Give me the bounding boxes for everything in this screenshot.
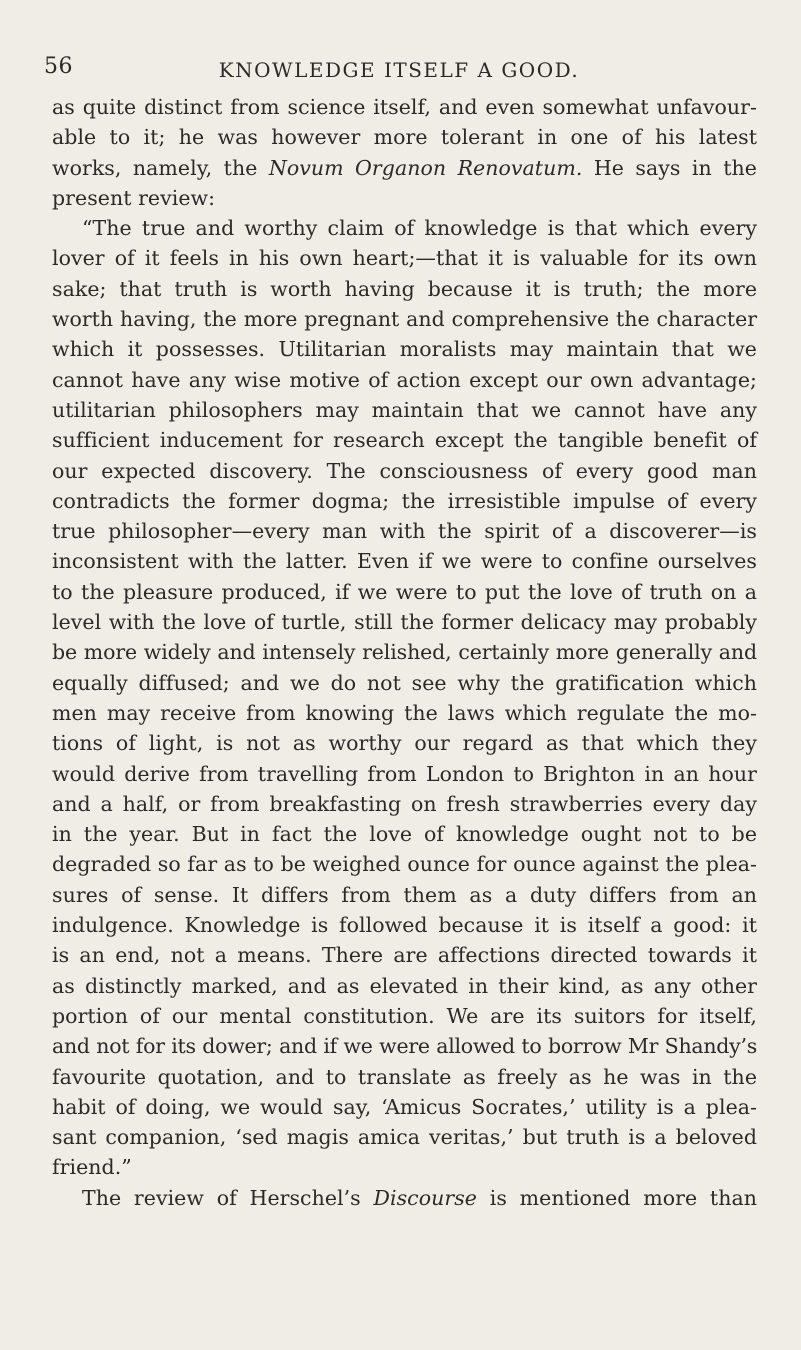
text-line: be more widely and intensely relished, certainly more generally and bbox=[52, 640, 757, 665]
text-run: works, namely, the bbox=[52, 155, 269, 180]
text-line: and not for its dower; and if we were allowed to borrow Mr Shandy’s bbox=[52, 1034, 757, 1059]
text-line: which it possesses. Utilitarian moralists may maintain that we bbox=[52, 337, 757, 362]
running-title: KNOWLEDGE ITSELF A GOOD. bbox=[218, 58, 580, 82]
text-line: degraded so far as to be weighed ounce for ounce against the plea- bbox=[52, 852, 757, 877]
text-line: cannot have any wise motive of action except our own advantage; bbox=[52, 367, 757, 392]
text-line: lover of it feels in his own heart;—that it is valuable for its own bbox=[52, 246, 757, 271]
text-line: friend.” bbox=[52, 1155, 132, 1180]
text-line: as quite distinct from science itself, and even somewhat unfavour- bbox=[52, 95, 757, 119]
text-line: in the year. But in fact the love of knowledge ought not to be bbox=[52, 822, 757, 847]
text-line: favourite quotation, and to translate as freely as he was in the bbox=[52, 1064, 757, 1089]
text-line bbox=[52, 1183, 757, 1213]
text-line: contradicts the former dogma; the irresistible impulse of every bbox=[52, 488, 757, 513]
text-line: utilitarian philosophers may maintain that we cannot have any bbox=[52, 397, 757, 422]
book-title-italic: Discourse bbox=[373, 1185, 477, 1210]
text-line: able to it; he was however more tolerant in one of his latest bbox=[52, 125, 757, 150]
text-line: habit of doing, we would say, ‘Amicus Socrates,’ utility is a plea- bbox=[52, 1094, 757, 1119]
text-line: tions of light, is not as worthy our regard as that which they bbox=[52, 731, 757, 756]
text-line: to the pleasure produced, if we were to put the love of truth on a bbox=[52, 579, 757, 604]
text-line: true philosopher—every man with the spirit of a discoverer—is bbox=[52, 519, 757, 544]
text-line: sufficient inducement for research except the tangible benefit of bbox=[52, 428, 757, 453]
text-line: as distinctly marked, and as elevated in their kind, as any other bbox=[52, 973, 757, 998]
text-line: men may receive from knowing the laws which regulate the mo- bbox=[52, 700, 757, 725]
book-title-italic: Novum Organon Renovatum. bbox=[268, 155, 583, 180]
running-head bbox=[44, 54, 754, 84]
body-text bbox=[52, 92, 757, 1213]
text-line bbox=[52, 153, 757, 183]
text-line: worth having, the more pregnant and comprehensive the character bbox=[52, 307, 757, 332]
page-number: 56 bbox=[44, 54, 73, 79]
text-run: He says in the bbox=[582, 155, 757, 180]
paragraph-closing bbox=[52, 1183, 757, 1213]
paragraph-opening bbox=[52, 92, 757, 213]
text-line: sures of sense. It differs from them as a duty differs from an bbox=[52, 882, 757, 907]
text-line: would derive from travelling from London to Brighton in an hour bbox=[52, 761, 757, 786]
text-line: present review: bbox=[52, 185, 216, 210]
text-line: sant companion, ‘sed magis amica veritas,’ but truth is a beloved bbox=[52, 1125, 757, 1150]
text-line: inconsistent with the latter. Even if we were to confine ourselves bbox=[52, 549, 757, 574]
text-line: portion of our mental constitution. We are its suitors for itself, bbox=[52, 1003, 757, 1028]
text-run: is mentioned more than bbox=[476, 1185, 757, 1210]
paragraph-quotation bbox=[52, 213, 757, 1183]
text-line: our expected discovery. The consciousness of every good man bbox=[52, 458, 757, 483]
text-line: and a half, or from breakfasting on fresh strawberries every day bbox=[52, 791, 757, 816]
text-line: level with the love of turtle, still the former delicacy may probably bbox=[52, 610, 757, 635]
text-run: The review of Herschel’s bbox=[82, 1185, 374, 1210]
text-line: sake; that truth is worth having because it is truth; the more bbox=[52, 276, 757, 301]
text-line: indulgence. Knowledge is followed because it is itself a good: it bbox=[52, 913, 757, 938]
text-line: is an end, not a means. There are affections directed towards it bbox=[52, 943, 757, 968]
text-line: “The true and worthy claim of knowledge is that which every bbox=[82, 216, 757, 241]
text-line: equally diffused; and we do not see why the gratification which bbox=[52, 670, 757, 695]
